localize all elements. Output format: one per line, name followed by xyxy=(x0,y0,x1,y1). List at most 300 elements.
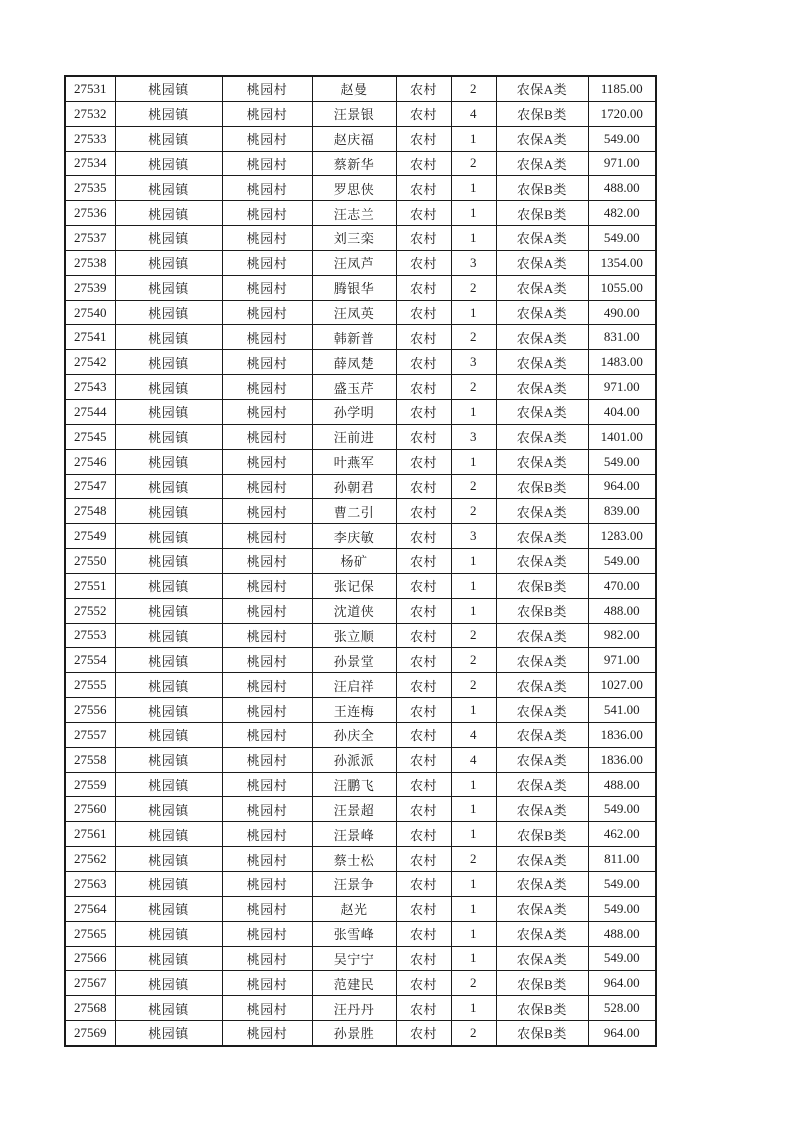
cell-village: 桃园村 xyxy=(222,1021,312,1046)
cell-insurance-category: 农保A类 xyxy=(496,698,588,723)
cell-record-id: 27531 xyxy=(65,76,115,101)
cell-person-name: 沈道侠 xyxy=(312,598,396,623)
cell-residence-type: 农村 xyxy=(396,872,451,897)
cell-insurance-category: 农保A类 xyxy=(496,872,588,897)
cell-village: 桃园村 xyxy=(222,747,312,772)
table-row xyxy=(65,847,656,872)
table-row xyxy=(65,996,656,1021)
cell-record-id: 27555 xyxy=(65,673,115,698)
cell-residence-type: 农村 xyxy=(396,300,451,325)
cell-insurance-category: 农保A类 xyxy=(496,524,588,549)
table-row xyxy=(65,126,656,151)
cell-village: 桃园村 xyxy=(222,499,312,524)
cell-insurance-category: 农保A类 xyxy=(496,250,588,275)
cell-record-id: 27550 xyxy=(65,549,115,574)
cell-person-name: 孙派派 xyxy=(312,747,396,772)
cell-residence-type: 农村 xyxy=(396,598,451,623)
cell-town: 桃园镇 xyxy=(115,872,222,897)
cell-village: 桃园村 xyxy=(222,449,312,474)
cell-residence-type: 农村 xyxy=(396,524,451,549)
cell-record-id: 27544 xyxy=(65,399,115,424)
cell-amount: 831.00 xyxy=(588,325,656,350)
cell-town: 桃园镇 xyxy=(115,1021,222,1046)
cell-insurance-category: 农保A类 xyxy=(496,325,588,350)
cell-record-id: 27538 xyxy=(65,250,115,275)
cell-town: 桃园镇 xyxy=(115,971,222,996)
cell-insurance-category: 农保A类 xyxy=(496,623,588,648)
cell-insurance-category: 农保A类 xyxy=(496,300,588,325)
cell-amount: 488.00 xyxy=(588,921,656,946)
cell-insurance-category: 农保A类 xyxy=(496,226,588,251)
cell-residence-type: 农村 xyxy=(396,1021,451,1046)
cell-amount: 982.00 xyxy=(588,623,656,648)
cell-town: 桃园镇 xyxy=(115,847,222,872)
cell-amount: 1401.00 xyxy=(588,424,656,449)
cell-person-name: 范建民 xyxy=(312,971,396,996)
cell-insurance-category: 农保A类 xyxy=(496,424,588,449)
cell-person-name: 罗思侠 xyxy=(312,176,396,201)
cell-insurance-category: 农保A类 xyxy=(496,76,588,101)
table-row xyxy=(65,375,656,400)
table-row xyxy=(65,598,656,623)
cell-person-count: 2 xyxy=(451,151,496,176)
table-row xyxy=(65,350,656,375)
table-row xyxy=(65,921,656,946)
cell-village: 桃园村 xyxy=(222,648,312,673)
cell-residence-type: 农村 xyxy=(396,399,451,424)
cell-amount: 488.00 xyxy=(588,598,656,623)
cell-town: 桃园镇 xyxy=(115,747,222,772)
cell-residence-type: 农村 xyxy=(396,896,451,921)
table-row xyxy=(65,524,656,549)
table-row xyxy=(65,623,656,648)
cell-residence-type: 农村 xyxy=(396,673,451,698)
cell-residence-type: 农村 xyxy=(396,772,451,797)
cell-insurance-category: 农保A类 xyxy=(496,549,588,574)
cell-village: 桃园村 xyxy=(222,996,312,1021)
cell-person-count: 2 xyxy=(451,623,496,648)
cell-village: 桃园村 xyxy=(222,623,312,648)
cell-amount: 549.00 xyxy=(588,946,656,971)
cell-record-id: 27532 xyxy=(65,101,115,126)
cell-record-id: 27560 xyxy=(65,797,115,822)
cell-person-name: 曹二引 xyxy=(312,499,396,524)
cell-amount: 488.00 xyxy=(588,772,656,797)
cell-town: 桃园镇 xyxy=(115,772,222,797)
cell-village: 桃园村 xyxy=(222,474,312,499)
cell-amount: 964.00 xyxy=(588,971,656,996)
cell-town: 桃园镇 xyxy=(115,101,222,126)
cell-person-name: 蔡新华 xyxy=(312,151,396,176)
cell-person-name: 孙景堂 xyxy=(312,648,396,673)
table-row xyxy=(65,300,656,325)
cell-record-id: 27533 xyxy=(65,126,115,151)
cell-village: 桃园村 xyxy=(222,101,312,126)
cell-town: 桃园镇 xyxy=(115,375,222,400)
insurance-roster-table xyxy=(64,75,657,1047)
table-row xyxy=(65,872,656,897)
cell-person-count: 2 xyxy=(451,76,496,101)
cell-town: 桃园镇 xyxy=(115,226,222,251)
cell-village: 桃园村 xyxy=(222,598,312,623)
cell-insurance-category: 农保A类 xyxy=(496,350,588,375)
cell-town: 桃园镇 xyxy=(115,673,222,698)
table-row xyxy=(65,399,656,424)
cell-village: 桃园村 xyxy=(222,325,312,350)
cell-record-id: 27545 xyxy=(65,424,115,449)
cell-person-count: 1 xyxy=(451,201,496,226)
table-row xyxy=(65,499,656,524)
cell-residence-type: 农村 xyxy=(396,201,451,226)
cell-record-id: 27535 xyxy=(65,176,115,201)
cell-village: 桃园村 xyxy=(222,722,312,747)
table-row xyxy=(65,424,656,449)
cell-record-id: 27558 xyxy=(65,747,115,772)
cell-record-id: 27567 xyxy=(65,971,115,996)
cell-person-name: 韩新普 xyxy=(312,325,396,350)
cell-person-count: 1 xyxy=(451,598,496,623)
cell-village: 桃园村 xyxy=(222,375,312,400)
cell-residence-type: 农村 xyxy=(396,946,451,971)
cell-person-count: 1 xyxy=(451,449,496,474)
table-row xyxy=(65,101,656,126)
cell-amount: 549.00 xyxy=(588,226,656,251)
cell-person-name: 蔡士松 xyxy=(312,847,396,872)
cell-town: 桃园镇 xyxy=(115,896,222,921)
table-row xyxy=(65,722,656,747)
cell-village: 桃园村 xyxy=(222,698,312,723)
cell-village: 桃园村 xyxy=(222,176,312,201)
cell-town: 桃园镇 xyxy=(115,499,222,524)
cell-record-id: 27561 xyxy=(65,822,115,847)
cell-amount: 1283.00 xyxy=(588,524,656,549)
cell-residence-type: 农村 xyxy=(396,797,451,822)
cell-village: 桃园村 xyxy=(222,300,312,325)
cell-record-id: 27552 xyxy=(65,598,115,623)
cell-person-name: 腾银华 xyxy=(312,275,396,300)
cell-amount: 839.00 xyxy=(588,499,656,524)
cell-insurance-category: 农保A类 xyxy=(496,126,588,151)
cell-record-id: 27539 xyxy=(65,275,115,300)
cell-person-name: 赵曼 xyxy=(312,76,396,101)
cell-town: 桃园镇 xyxy=(115,399,222,424)
cell-insurance-category: 农保A类 xyxy=(496,797,588,822)
cell-person-name: 孙朝君 xyxy=(312,474,396,499)
table-row xyxy=(65,176,656,201)
cell-person-name: 张雪峰 xyxy=(312,921,396,946)
cell-amount: 549.00 xyxy=(588,896,656,921)
cell-amount: 964.00 xyxy=(588,1021,656,1046)
cell-amount: 488.00 xyxy=(588,176,656,201)
table-row xyxy=(65,946,656,971)
cell-person-name: 叶燕军 xyxy=(312,449,396,474)
cell-town: 桃园镇 xyxy=(115,996,222,1021)
cell-person-count: 2 xyxy=(451,673,496,698)
cell-town: 桃园镇 xyxy=(115,250,222,275)
table-row xyxy=(65,275,656,300)
cell-person-count: 1 xyxy=(451,399,496,424)
cell-amount: 549.00 xyxy=(588,872,656,897)
cell-village: 桃园村 xyxy=(222,847,312,872)
cell-record-id: 27542 xyxy=(65,350,115,375)
cell-amount: 1055.00 xyxy=(588,275,656,300)
cell-person-count: 1 xyxy=(451,772,496,797)
cell-person-count: 2 xyxy=(451,971,496,996)
cell-record-id: 27540 xyxy=(65,300,115,325)
cell-person-count: 1 xyxy=(451,797,496,822)
cell-person-name: 赵光 xyxy=(312,896,396,921)
cell-residence-type: 农村 xyxy=(396,101,451,126)
cell-insurance-category: 农保A类 xyxy=(496,747,588,772)
cell-insurance-category: 农保A类 xyxy=(496,847,588,872)
cell-amount: 470.00 xyxy=(588,573,656,598)
cell-person-count: 4 xyxy=(451,101,496,126)
cell-insurance-category: 农保A类 xyxy=(496,772,588,797)
cell-amount: 541.00 xyxy=(588,698,656,723)
cell-person-count: 2 xyxy=(451,325,496,350)
cell-village: 桃园村 xyxy=(222,126,312,151)
cell-person-name: 汪凤英 xyxy=(312,300,396,325)
cell-residence-type: 农村 xyxy=(396,722,451,747)
cell-residence-type: 农村 xyxy=(396,499,451,524)
cell-town: 桃园镇 xyxy=(115,549,222,574)
cell-person-count: 2 xyxy=(451,499,496,524)
cell-residence-type: 农村 xyxy=(396,375,451,400)
table-row xyxy=(65,76,656,101)
cell-person-name: 张立顺 xyxy=(312,623,396,648)
cell-person-name: 孙景胜 xyxy=(312,1021,396,1046)
table-row xyxy=(65,747,656,772)
cell-person-name: 汪志兰 xyxy=(312,201,396,226)
cell-residence-type: 农村 xyxy=(396,126,451,151)
table-row xyxy=(65,151,656,176)
cell-town: 桃园镇 xyxy=(115,350,222,375)
cell-person-count: 3 xyxy=(451,250,496,275)
cell-residence-type: 农村 xyxy=(396,474,451,499)
cell-record-id: 27546 xyxy=(65,449,115,474)
cell-village: 桃园村 xyxy=(222,822,312,847)
table-row xyxy=(65,673,656,698)
cell-person-name: 刘三栾 xyxy=(312,226,396,251)
cell-person-name: 汪凤芦 xyxy=(312,250,396,275)
cell-insurance-category: 农保A类 xyxy=(496,375,588,400)
table-row xyxy=(65,226,656,251)
cell-town: 桃园镇 xyxy=(115,474,222,499)
cell-town: 桃园镇 xyxy=(115,201,222,226)
cell-residence-type: 农村 xyxy=(396,822,451,847)
cell-person-count: 2 xyxy=(451,275,496,300)
cell-residence-type: 农村 xyxy=(396,698,451,723)
cell-person-count: 2 xyxy=(451,847,496,872)
cell-person-count: 3 xyxy=(451,424,496,449)
cell-town: 桃园镇 xyxy=(115,126,222,151)
cell-person-count: 4 xyxy=(451,747,496,772)
cell-person-count: 3 xyxy=(451,524,496,549)
cell-record-id: 27566 xyxy=(65,946,115,971)
cell-amount: 528.00 xyxy=(588,996,656,1021)
table-row xyxy=(65,449,656,474)
table-row xyxy=(65,201,656,226)
cell-insurance-category: 农保A类 xyxy=(496,151,588,176)
cell-insurance-category: 农保A类 xyxy=(496,921,588,946)
cell-village: 桃园村 xyxy=(222,350,312,375)
cell-amount: 1720.00 xyxy=(588,101,656,126)
cell-amount: 549.00 xyxy=(588,797,656,822)
cell-town: 桃园镇 xyxy=(115,698,222,723)
cell-person-count: 1 xyxy=(451,996,496,1021)
cell-village: 桃园村 xyxy=(222,896,312,921)
table-body xyxy=(65,76,656,1046)
cell-residence-type: 农村 xyxy=(396,623,451,648)
cell-village: 桃园村 xyxy=(222,399,312,424)
cell-insurance-category: 农保B类 xyxy=(496,201,588,226)
cell-record-id: 27549 xyxy=(65,524,115,549)
cell-town: 桃园镇 xyxy=(115,921,222,946)
cell-insurance-category: 农保A类 xyxy=(496,449,588,474)
cell-insurance-category: 农保A类 xyxy=(496,399,588,424)
cell-residence-type: 农村 xyxy=(396,424,451,449)
cell-person-count: 2 xyxy=(451,474,496,499)
cell-town: 桃园镇 xyxy=(115,822,222,847)
table-row xyxy=(65,896,656,921)
cell-insurance-category: 农保A类 xyxy=(496,648,588,673)
cell-person-count: 1 xyxy=(451,698,496,723)
table-row xyxy=(65,250,656,275)
cell-person-count: 4 xyxy=(451,722,496,747)
cell-town: 桃园镇 xyxy=(115,449,222,474)
cell-record-id: 27534 xyxy=(65,151,115,176)
cell-person-name: 盛玉芹 xyxy=(312,375,396,400)
cell-insurance-category: 农保A类 xyxy=(496,499,588,524)
table-row xyxy=(65,1021,656,1046)
cell-person-count: 1 xyxy=(451,549,496,574)
cell-person-name: 汪启祥 xyxy=(312,673,396,698)
cell-residence-type: 农村 xyxy=(396,176,451,201)
cell-person-count: 1 xyxy=(451,226,496,251)
cell-person-name: 孙庆全 xyxy=(312,722,396,747)
cell-amount: 964.00 xyxy=(588,474,656,499)
cell-town: 桃园镇 xyxy=(115,797,222,822)
cell-record-id: 27537 xyxy=(65,226,115,251)
cell-amount: 482.00 xyxy=(588,201,656,226)
cell-person-count: 3 xyxy=(451,350,496,375)
cell-insurance-category: 农保B类 xyxy=(496,474,588,499)
cell-record-id: 27565 xyxy=(65,921,115,946)
cell-residence-type: 农村 xyxy=(396,573,451,598)
cell-town: 桃园镇 xyxy=(115,76,222,101)
cell-person-count: 1 xyxy=(451,921,496,946)
table-row xyxy=(65,549,656,574)
cell-residence-type: 农村 xyxy=(396,449,451,474)
cell-town: 桃园镇 xyxy=(115,151,222,176)
table-row xyxy=(65,648,656,673)
cell-town: 桃园镇 xyxy=(115,176,222,201)
cell-person-name: 汪景争 xyxy=(312,872,396,897)
cell-record-id: 27536 xyxy=(65,201,115,226)
cell-insurance-category: 农保B类 xyxy=(496,598,588,623)
cell-record-id: 27559 xyxy=(65,772,115,797)
cell-residence-type: 农村 xyxy=(396,847,451,872)
cell-residence-type: 农村 xyxy=(396,275,451,300)
cell-insurance-category: 农保A类 xyxy=(496,275,588,300)
cell-residence-type: 农村 xyxy=(396,350,451,375)
cell-person-count: 1 xyxy=(451,126,496,151)
cell-residence-type: 农村 xyxy=(396,151,451,176)
cell-village: 桃园村 xyxy=(222,946,312,971)
cell-person-name: 张记保 xyxy=(312,573,396,598)
table-row xyxy=(65,822,656,847)
cell-person-count: 1 xyxy=(451,573,496,598)
cell-person-name: 汪景峰 xyxy=(312,822,396,847)
cell-person-name: 薛凤楚 xyxy=(312,350,396,375)
cell-record-id: 27556 xyxy=(65,698,115,723)
cell-person-count: 1 xyxy=(451,896,496,921)
cell-residence-type: 农村 xyxy=(396,325,451,350)
cell-person-name: 汪景银 xyxy=(312,101,396,126)
cell-residence-type: 农村 xyxy=(396,250,451,275)
cell-insurance-category: 农保A类 xyxy=(496,896,588,921)
cell-residence-type: 农村 xyxy=(396,76,451,101)
cell-village: 桃园村 xyxy=(222,151,312,176)
cell-town: 桃园镇 xyxy=(115,623,222,648)
cell-amount: 1185.00 xyxy=(588,76,656,101)
cell-town: 桃园镇 xyxy=(115,325,222,350)
cell-record-id: 27553 xyxy=(65,623,115,648)
cell-village: 桃园村 xyxy=(222,76,312,101)
cell-town: 桃园镇 xyxy=(115,573,222,598)
cell-town: 桃园镇 xyxy=(115,275,222,300)
cell-residence-type: 农村 xyxy=(396,648,451,673)
cell-village: 桃园村 xyxy=(222,772,312,797)
table-row xyxy=(65,474,656,499)
cell-record-id: 27568 xyxy=(65,996,115,1021)
cell-village: 桃园村 xyxy=(222,673,312,698)
cell-amount: 490.00 xyxy=(588,300,656,325)
cell-residence-type: 农村 xyxy=(396,226,451,251)
cell-insurance-category: 农保B类 xyxy=(496,971,588,996)
cell-village: 桃园村 xyxy=(222,424,312,449)
cell-person-name: 吴宁宁 xyxy=(312,946,396,971)
cell-record-id: 27551 xyxy=(65,573,115,598)
cell-insurance-category: 农保B类 xyxy=(496,1021,588,1046)
cell-amount: 549.00 xyxy=(588,449,656,474)
cell-village: 桃园村 xyxy=(222,275,312,300)
cell-amount: 404.00 xyxy=(588,399,656,424)
cell-village: 桃园村 xyxy=(222,201,312,226)
table-row xyxy=(65,971,656,996)
cell-person-name: 汪景超 xyxy=(312,797,396,822)
cell-residence-type: 农村 xyxy=(396,747,451,772)
cell-residence-type: 农村 xyxy=(396,549,451,574)
cell-town: 桃园镇 xyxy=(115,598,222,623)
cell-amount: 549.00 xyxy=(588,549,656,574)
cell-insurance-category: 农保B类 xyxy=(496,176,588,201)
cell-person-name: 汪前进 xyxy=(312,424,396,449)
cell-town: 桃园镇 xyxy=(115,946,222,971)
cell-village: 桃园村 xyxy=(222,549,312,574)
cell-amount: 971.00 xyxy=(588,375,656,400)
cell-record-id: 27543 xyxy=(65,375,115,400)
cell-person-count: 2 xyxy=(451,648,496,673)
cell-person-count: 1 xyxy=(451,176,496,201)
cell-town: 桃园镇 xyxy=(115,300,222,325)
cell-person-name: 赵庆福 xyxy=(312,126,396,151)
cell-record-id: 27557 xyxy=(65,722,115,747)
cell-person-name: 孙学明 xyxy=(312,399,396,424)
cell-amount: 1027.00 xyxy=(588,673,656,698)
cell-village: 桃园村 xyxy=(222,524,312,549)
cell-person-name: 汪鹏飞 xyxy=(312,772,396,797)
